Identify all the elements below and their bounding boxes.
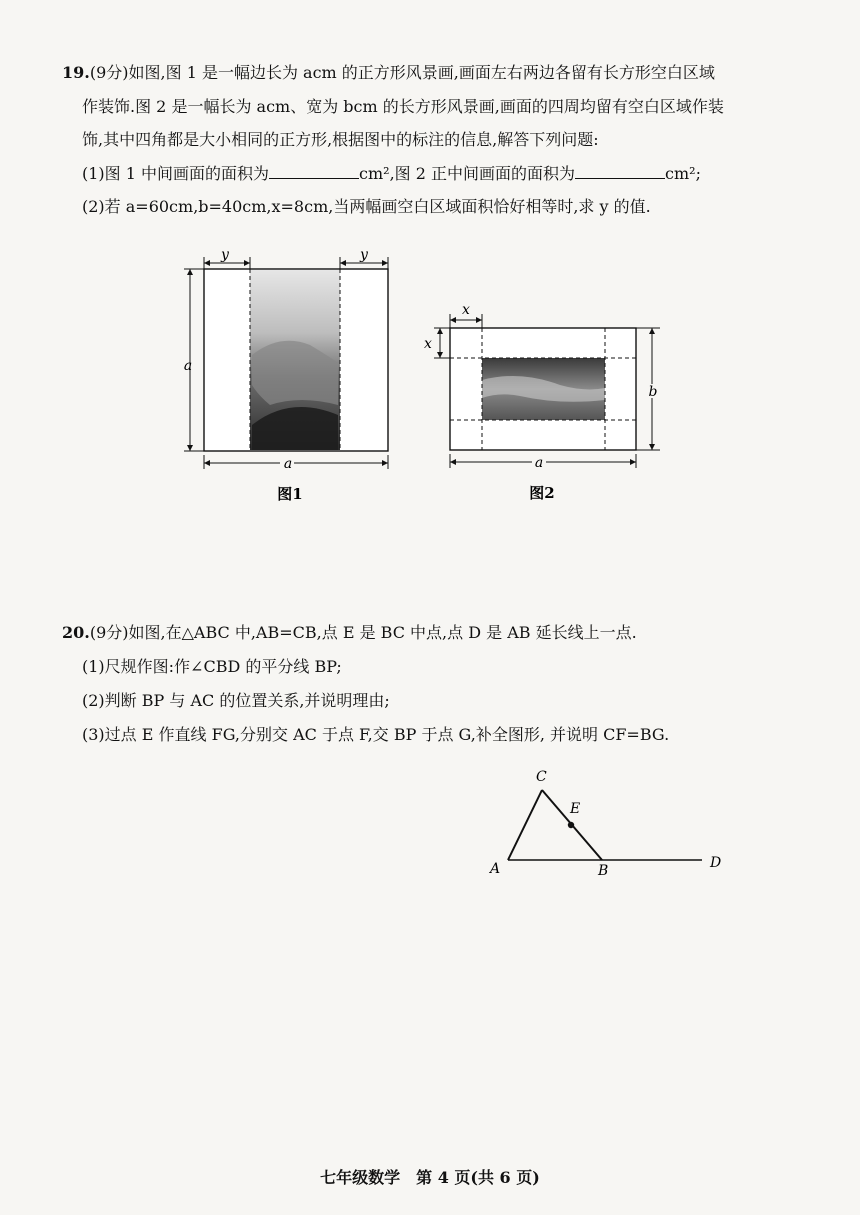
point-a-label: A bbox=[490, 861, 501, 877]
fig1-label-y-right: y bbox=[360, 247, 368, 263]
page-footer: 七年级数学 第 4 页(共 6 页) bbox=[320, 1168, 540, 1187]
q19-part1-text-b: cm²,图 2 正中间画面的面积为 bbox=[359, 164, 576, 183]
q20-part3: (3)过点 E 作直线 FG,分别交 AC 于点 F,交 BP 于点 G,补全图形, 并说明 CF=BG. bbox=[82, 725, 670, 744]
fig2-label-x-side: x bbox=[424, 336, 432, 352]
q19-answer-blank-2 bbox=[575, 164, 665, 179]
fig2-label-a: a bbox=[534, 455, 544, 471]
q19-figure-1 bbox=[170, 245, 400, 505]
q19-number: 19. bbox=[62, 63, 90, 82]
q19-stem-line1: 如图,图 1 是一幅边长为 acm 的正方形风景画,画面左右两边各留有长方形空白区域 bbox=[128, 63, 715, 82]
point-c-label: C bbox=[536, 769, 547, 785]
q19-stem-line3: 饰,其中四角都是大小相同的正方形,根据图中的标注的信息,解答下列问题: bbox=[82, 130, 599, 149]
q19-figure-2 bbox=[420, 300, 670, 505]
q19-part1-text-c: cm²; bbox=[665, 164, 701, 183]
point-b-label: B bbox=[598, 863, 609, 879]
fig1-label-a-bottom: a bbox=[283, 456, 293, 472]
q19-part1-text-a: (1)图 1 中间画面的面积为 bbox=[82, 164, 270, 183]
q19-score: (9分) bbox=[89, 63, 129, 82]
q19-stem-line2: 作装饰.图 2 是一幅长为 acm、宽为 bcm 的长方形风景画,画面的四周均留有空白区域作装 bbox=[82, 97, 724, 116]
q20-stem bbox=[62, 622, 637, 644]
q20-number: 20. bbox=[62, 623, 90, 642]
q20-score: (9分) bbox=[89, 623, 129, 642]
point-d-label: D bbox=[710, 855, 722, 871]
fig1-caption: 图1 bbox=[277, 485, 303, 503]
fig2-caption: 图2 bbox=[529, 484, 555, 502]
point-e-label: E bbox=[570, 801, 581, 817]
fig1-label-a-side: a bbox=[183, 358, 193, 374]
q20-stem-text: 如图,在△ABC 中,AB=CB,点 E 是 BC 中点,点 D 是 AB 延长线上一点. bbox=[128, 623, 637, 642]
q20-part2: (2)判断 BP 与 AC 的位置关系,并说明理由; bbox=[82, 691, 390, 710]
fig2-label-x-top: x bbox=[462, 302, 470, 318]
q20-part1: (1)尺规作图:作∠CBD 的平分线 BP; bbox=[82, 657, 342, 676]
q20-triangle-figure bbox=[480, 765, 740, 880]
q19-answer-blank-1 bbox=[269, 164, 359, 179]
fig2-label-b: b bbox=[648, 384, 658, 400]
q19-line1 bbox=[62, 62, 715, 84]
fig1-label-y-left: y bbox=[221, 247, 229, 263]
q19-part1 bbox=[82, 163, 701, 185]
q19-part2: (2)若 a=60cm,b=40cm,x=8cm,当两幅画空白区域面积恰好相等时,求 y 的值. bbox=[82, 197, 651, 216]
